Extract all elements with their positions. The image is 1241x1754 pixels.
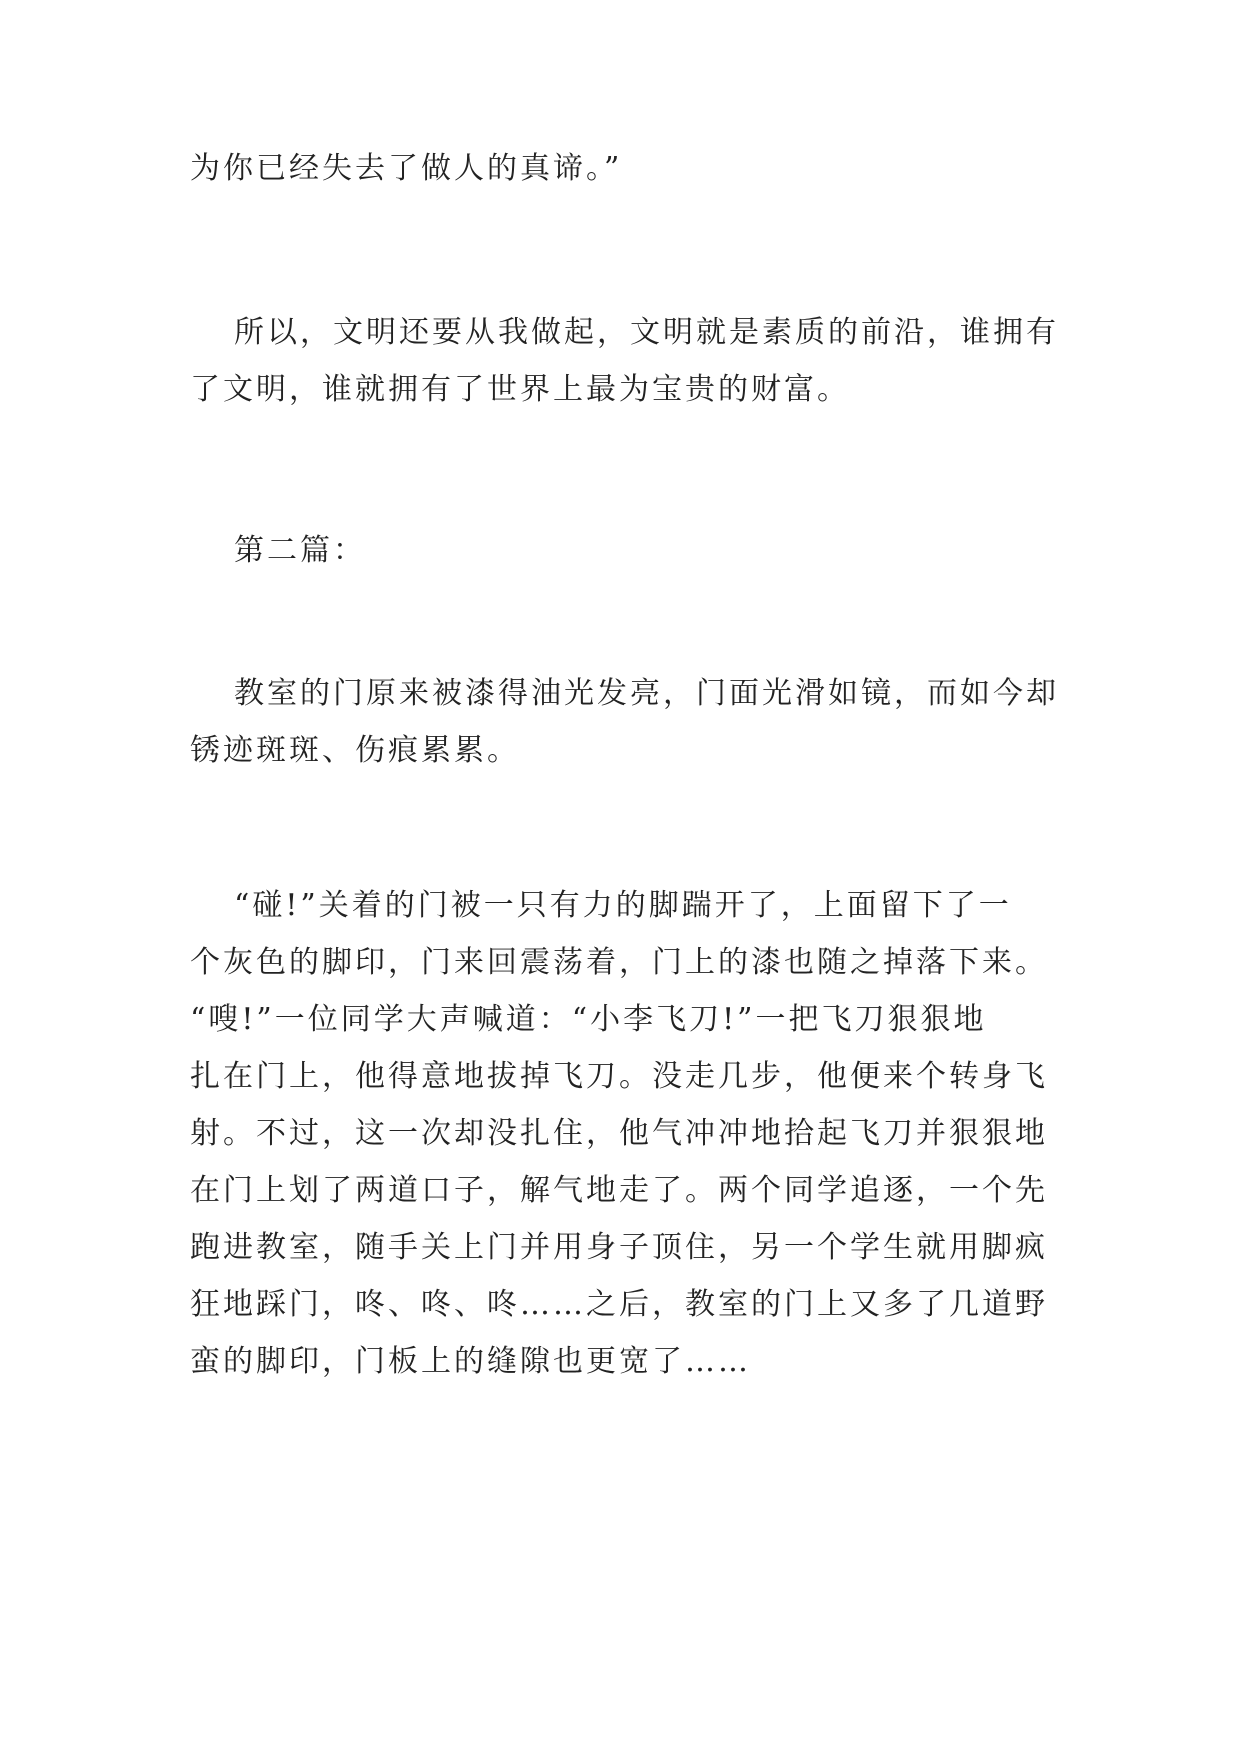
text-line: 个灰色的脚印，门来回震荡着，门上的漆也随之掉落下来。 <box>190 945 1048 980</box>
text-line: 在门上划了两道口子，解气地走了。两个同学追逐，一个先 <box>190 1173 1048 1208</box>
text-line: 蛮的脚印，门板上的缝隙也更宽了…… <box>190 1344 751 1379</box>
text-line: “嗖!”一位同学大声喊道：“小李飞刀!”一把飞刀狠狠地 <box>190 1002 987 1037</box>
section-heading-part-two <box>190 522 1060 579</box>
text-line: 为你已经失去了做人的真谛。” <box>190 151 623 186</box>
paragraph-closing-quote <box>190 140 1060 197</box>
paragraph-civilization-conclusion <box>190 304 1060 418</box>
text-line: 跑进教室，随手关上门并用身子顶住，另一个学生就用脚疯 <box>190 1230 1048 1265</box>
text-line: 所以，文明还要从我做起，文明就是素质的前沿，谁拥有 <box>234 315 1059 350</box>
text-line: 教室的门原来被漆得油光发亮，门面光滑如镜，而如今却 <box>234 676 1059 711</box>
text-line: 扎在门上，他得意地拔掉飞刀。没走几步，他便来个转身飞 <box>190 1059 1048 1094</box>
text-line: 锈迹斑斑、伤痕累累。 <box>190 733 520 768</box>
text-line: “碰!”关着的门被一只有力的脚踹开了，上面留下了一 <box>234 888 1012 923</box>
text-line: 了文明，谁就拥有了世界上最为宝贵的财富。 <box>190 372 850 407</box>
paragraph-door-damage-story <box>190 877 1060 1390</box>
text-line: 第二篇： <box>234 533 366 568</box>
paragraph-classroom-door <box>190 665 1060 779</box>
text-line: 狂地踩门，咚、咚、咚……之后，教室的门上又多了几道野 <box>190 1287 1048 1322</box>
text-line: 射。不过，这一次却没扎住，他气冲冲地拾起飞刀并狠狠地 <box>190 1116 1048 1151</box>
